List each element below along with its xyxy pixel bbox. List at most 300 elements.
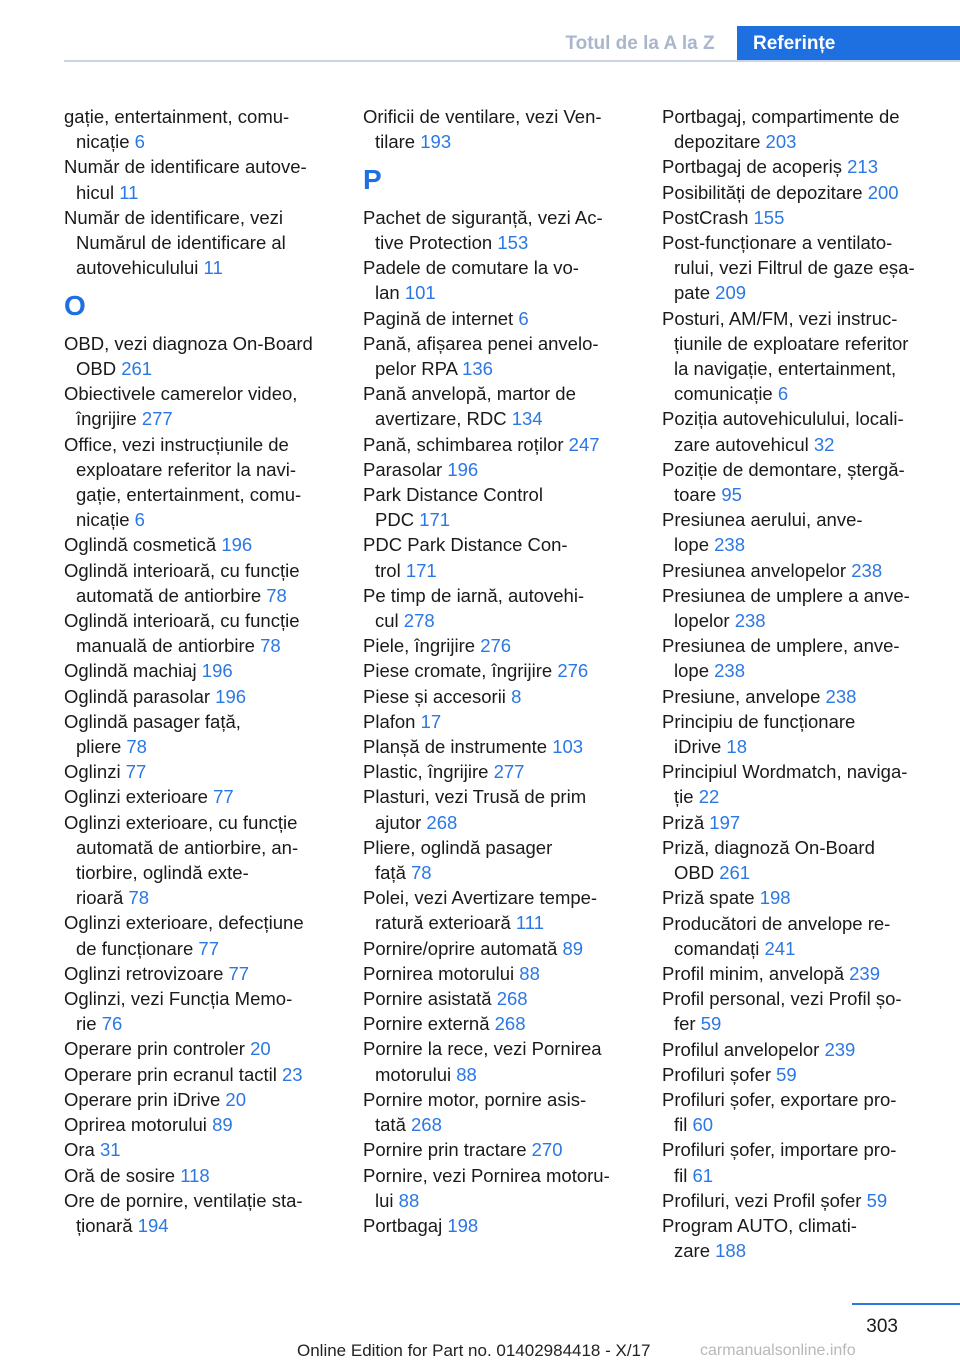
index-entry <box>662 1037 952 1062</box>
index-entry-text: automată de antiorbire <box>76 584 262 606</box>
index-page-link[interactable]: 17 <box>420 710 442 732</box>
index-entry <box>363 961 643 986</box>
index-entry <box>64 961 344 986</box>
index-entry-text: trol <box>375 559 401 581</box>
index-page-link[interactable]: 196 <box>201 660 233 682</box>
index-entry <box>363 658 643 683</box>
index-entry-text: gație, entertainment, comu- <box>76 484 302 506</box>
index-entry <box>64 633 344 658</box>
index-entry <box>64 860 344 885</box>
index-entry-text: Priză <box>662 811 705 833</box>
index-entry <box>662 331 952 356</box>
index-entry-text: îngrijire <box>76 408 137 430</box>
index-entry <box>363 936 643 961</box>
index-letter-heading: O <box>64 290 86 322</box>
index-entry-text: Presiunea aerului, anve- <box>662 509 863 531</box>
index-entry <box>363 885 643 910</box>
index-entry-text: Număr de identificare, vezi <box>64 206 284 228</box>
index-letter-heading: P <box>363 164 382 195</box>
index-entry <box>64 684 344 709</box>
index-entry <box>662 885 952 910</box>
index-entry <box>662 255 952 280</box>
index-entry <box>662 1137 952 1162</box>
index-page-link[interactable]: 196 <box>447 458 479 480</box>
index-page-link[interactable]: 77 <box>198 937 219 959</box>
index-page-link[interactable]: 59 <box>776 1063 797 1085</box>
index-entry-text: Orificii de ventilare, vezi Ven- <box>363 106 602 127</box>
index-entry <box>363 406 643 431</box>
index-page-link[interactable]: 153 <box>497 231 529 253</box>
index-entry-text: Operare prin controler <box>64 1038 245 1060</box>
index-entry <box>662 583 952 608</box>
index-entry-text: Padele de comutare la vo- <box>363 257 579 279</box>
index-page-link[interactable]: 78 <box>266 584 287 606</box>
index-entry-text: exploatare referitor la navi- <box>76 458 297 480</box>
index-entry <box>662 432 952 457</box>
index-page-link[interactable]: 194 <box>137 1214 169 1236</box>
index-entry <box>662 633 952 658</box>
index-page-link[interactable]: 239 <box>849 962 881 984</box>
index-entry-text: Operare prin ecranul tactil <box>64 1063 277 1085</box>
index-page-link[interactable]: 197 <box>709 811 741 833</box>
index-entry <box>64 381 344 406</box>
index-page-link[interactable]: 61 <box>692 1164 714 1186</box>
index-entry-text: Oglindă interioară, cu funcție <box>64 559 300 581</box>
index-entry <box>662 406 952 431</box>
index-page-link[interactable]: 95 <box>721 484 742 506</box>
index-entry <box>363 482 643 507</box>
index-entry <box>64 658 344 683</box>
index-entry-text: Program AUTO, climati- <box>662 1214 857 1236</box>
index-entry <box>363 1062 643 1087</box>
index-entry-text: Număr de identificare autove- <box>64 156 307 178</box>
index-entry-text: Obiectivele camerelor video, <box>64 383 298 405</box>
index-entry <box>64 129 344 154</box>
index-entry <box>662 1112 952 1137</box>
index-page-link[interactable]: 78 <box>411 862 432 884</box>
index-entry <box>64 507 344 532</box>
index-page-link[interactable]: 136 <box>462 358 493 379</box>
index-entry-text: Pornirea motorului <box>363 962 515 984</box>
index-entry <box>64 583 344 608</box>
index-page-link[interactable]: 238 <box>714 534 745 556</box>
index-entry-text: Poziție de demontare, ștergă- <box>662 458 905 480</box>
index-page-link[interactable]: 60 <box>692 1114 714 1136</box>
index-page-link[interactable]: 77 <box>228 962 250 984</box>
index-page-link[interactable]: 6 <box>777 383 789 405</box>
index-entry-text: OBD <box>76 358 117 379</box>
index-entry <box>662 709 952 734</box>
index-page-link[interactable]: 20 <box>250 1038 271 1060</box>
index-page-link[interactable]: 89 <box>212 1114 233 1136</box>
index-entry <box>363 457 643 482</box>
index-entry <box>363 558 643 583</box>
index-entry-text: Profiluri, vezi Profil șofer <box>662 1189 862 1211</box>
index-entry-text: pliere <box>76 736 122 758</box>
index-entry <box>363 583 643 608</box>
index-entry-text: nicație <box>76 131 130 153</box>
index-entry-text: Principiu de funcționare <box>662 710 856 732</box>
index-entry-text: PDC <box>375 509 415 531</box>
index-page-link[interactable]: 11 <box>119 181 139 203</box>
index-entry-text: nicație <box>76 509 130 531</box>
index-entry-text: Oglinzi <box>64 761 121 783</box>
index-page-link[interactable]: 209 <box>715 282 747 304</box>
index-entry <box>662 1011 952 1036</box>
index-page-link[interactable]: 213 <box>847 156 878 178</box>
index-entry <box>64 1188 344 1213</box>
index-page-link[interactable]: 22 <box>698 786 720 808</box>
index-entry-text: Pornire prin tractare <box>363 1139 527 1161</box>
index-page-link[interactable]: 31 <box>99 1139 121 1161</box>
index-entry <box>662 835 952 860</box>
index-entry-text: Oprirea motorului <box>64 1114 207 1136</box>
index-entry-text: Pană, afișarea penei anvelo- <box>363 332 599 354</box>
index-entry <box>662 356 952 381</box>
index-page-link[interactable]: 88 <box>456 1063 477 1085</box>
index-entry-text: Piese și accesorii <box>363 685 506 707</box>
index-entry <box>64 406 344 431</box>
index-entry-text: lui <box>375 1189 394 1211</box>
index-page-link[interactable]: 20 <box>225 1088 246 1110</box>
index-page-link[interactable]: 238 <box>825 685 857 707</box>
index-page-link[interactable]: 88 <box>519 962 540 984</box>
index-entry-text: Profiluri șofer, exportare pro- <box>662 1088 897 1110</box>
index-page-link[interactable]: 59 <box>866 1189 888 1211</box>
index-entry-text: avertizare, RDC <box>375 408 507 430</box>
index-entry-text: Oglinzi exterioare, cu funcție <box>64 811 298 833</box>
index-page-link[interactable]: 268 <box>496 988 528 1010</box>
index-entry-text: Operare prin iDrive <box>64 1088 221 1110</box>
index-entry <box>64 810 344 835</box>
index-entry-text: Ore de pornire, ventilație sta- <box>64 1189 303 1211</box>
index-page-link[interactable]: 155 <box>753 206 785 228</box>
index-entry-text: Oglindă pasager față, <box>64 710 241 732</box>
page-footer <box>0 1340 960 1362</box>
index-entry-text: toare <box>674 484 717 506</box>
index-entry <box>363 1163 643 1188</box>
index-entry-text: Portbagaj, compartimente de <box>662 106 900 127</box>
index-page-link[interactable]: 171 <box>419 509 451 531</box>
index-entry-text: Pornire la rece, vezi Pornirea <box>363 1038 602 1060</box>
index-entry <box>363 507 643 532</box>
index-page-link[interactable]: 78 <box>260 635 281 657</box>
index-entry-text: Office, vezi instrucțiunile de <box>64 433 289 455</box>
index-page-link[interactable]: 32 <box>813 433 835 455</box>
index-page-link[interactable]: 238 <box>851 559 883 581</box>
index-entry <box>64 936 344 961</box>
index-entry-text: Oglinzi exterioare, defecțiune <box>64 912 304 934</box>
index-entry-text: autovehiculului <box>76 257 199 279</box>
index-entry-text: Pană, schimbarea roților <box>363 433 564 455</box>
index-entry <box>363 860 643 885</box>
index-page-link[interactable]: 59 <box>700 1013 722 1035</box>
index-entry <box>64 1137 344 1162</box>
index-page-link[interactable]: 6 <box>134 131 145 153</box>
index-entry-text: Oglinzi exterioare <box>64 786 208 808</box>
index-entry-text: depozitare <box>674 131 761 153</box>
index-entry <box>64 331 344 356</box>
index-page-link[interactable]: 171 <box>405 559 437 581</box>
index-page-link[interactable]: 276 <box>480 635 512 657</box>
index-entry <box>363 633 643 658</box>
index-entry-text: comunicație <box>674 383 773 405</box>
index-entry <box>363 129 643 154</box>
index-entry-text: Pornire/oprire automată <box>363 937 558 959</box>
index-entry-text: rului, vezi Filtrul de gaze eșa- <box>674 257 915 279</box>
index-page-link[interactable]: 18 <box>726 736 747 758</box>
index-entry <box>662 507 952 532</box>
index-entry-text: Posturi, AM/FM, vezi instruc- <box>662 307 898 329</box>
index-entry <box>64 1213 344 1238</box>
index-page-link[interactable]: 203 <box>765 131 797 153</box>
index-page-link[interactable]: 198 <box>759 887 791 909</box>
index-page-link[interactable]: 247 <box>568 433 600 455</box>
index-entry <box>363 381 643 406</box>
index-page-link[interactable]: 261 <box>121 358 153 379</box>
index-page-link[interactable]: 277 <box>493 761 525 783</box>
index-entry-text: Parasolar <box>363 458 443 480</box>
index-page-link[interactable]: 241 <box>764 937 796 959</box>
index-entry <box>662 532 952 557</box>
index-entry-text: Producători de anvelope re- <box>662 912 891 934</box>
index-page-link[interactable]: 196 <box>215 685 247 707</box>
index-entry <box>64 1036 344 1061</box>
index-entry-text: lope <box>674 534 709 556</box>
index-entry <box>662 684 952 709</box>
index-entry <box>363 1137 643 1162</box>
index-entry <box>64 709 344 734</box>
index-entry-text: Oglindă interioară, cu funcție <box>64 610 300 632</box>
index-entry-text: Presiune, anvelope <box>662 685 821 707</box>
index-entry-text: Posibilități de depozitare <box>662 181 863 203</box>
index-entry-text: rie <box>76 1013 97 1035</box>
index-entry <box>363 759 643 784</box>
index-entry <box>64 1087 344 1112</box>
index-entry-text: Pană anvelopă, martor de <box>363 383 576 405</box>
index-entry <box>64 482 344 507</box>
index-entry-text: Park Distance Control <box>363 484 543 506</box>
index-entry-text: Numărul de identificare al <box>76 232 286 254</box>
index-page-link[interactable]: 278 <box>403 610 435 632</box>
index-page-link[interactable]: 6 <box>134 509 145 531</box>
index-entry <box>363 432 643 457</box>
index-entry-text: ajutor <box>375 811 422 833</box>
index-entry <box>662 608 952 633</box>
index-entry-text: Piese cromate, îngrijire <box>363 660 553 682</box>
index-entry-text: comandați <box>674 937 760 959</box>
index-entry-text: față <box>375 862 406 884</box>
index-entry-text: Priză spate <box>662 887 755 909</box>
index-entry-text: Profil personal, vezi Profil șo- <box>662 988 902 1010</box>
index-entry-text: Oglinzi, vezi Funcția Memo- <box>64 988 293 1010</box>
index-entry-text: Portbagaj <box>363 1214 443 1236</box>
index-column-2 <box>363 104 643 1238</box>
index-entry <box>662 860 952 885</box>
index-entry <box>662 1062 952 1087</box>
index-entry <box>363 1011 643 1036</box>
index-page-link[interactable]: 76 <box>101 1013 123 1035</box>
index-page-link[interactable]: 134 <box>511 408 543 430</box>
index-entry <box>662 306 952 331</box>
index-entry <box>363 835 643 860</box>
index-entry <box>363 230 643 255</box>
index-page-link[interactable]: 78 <box>128 887 150 909</box>
index-entry-text: țiunile de exploatare referitor <box>674 332 909 354</box>
index-page-link[interactable]: 8 <box>511 685 522 707</box>
index-page-link[interactable]: 270 <box>531 1139 563 1161</box>
index-entry <box>662 1188 952 1213</box>
index-page-link[interactable]: 200 <box>867 181 899 203</box>
index-entry <box>662 759 952 784</box>
index-entry <box>64 835 344 860</box>
index-entry-text: gație, entertainment, comu- <box>64 106 290 127</box>
index-page-link[interactable]: 238 <box>734 610 766 632</box>
index-page-link[interactable]: 276 <box>557 660 589 682</box>
index-page-link[interactable]: 78 <box>126 736 147 758</box>
index-entry <box>64 1062 344 1087</box>
index-entry-text: Plasturi, vezi Trusă de prim <box>363 786 587 808</box>
index-page-link[interactable]: 103 <box>552 736 584 758</box>
index-entry <box>662 457 952 482</box>
index-entry-text: Portbagaj de acoperiș <box>662 156 842 178</box>
index-entry <box>363 1112 643 1137</box>
index-entry-text: lan <box>375 282 400 304</box>
index-entry-text: Planșă de instrumente <box>363 736 548 758</box>
index-entry <box>662 1163 952 1188</box>
index-entry <box>662 961 952 986</box>
index-entry-text: Oglindă machiaj <box>64 660 197 682</box>
index-column-3 <box>662 104 952 1263</box>
index-page-link[interactable]: 268 <box>411 1114 442 1136</box>
index-entry <box>662 784 952 809</box>
index-entry-text: tilare <box>375 131 416 153</box>
index-page-link[interactable]: 196 <box>221 534 253 556</box>
index-entry <box>64 532 344 557</box>
index-entry <box>662 936 952 961</box>
header-chapter-tab[interactable]: Referințe <box>737 26 960 62</box>
index-entry-text: Plafon <box>363 710 416 732</box>
header-section-tab[interactable]: Totul de la A la Z <box>565 33 715 54</box>
index-entry-text: lopelor <box>674 610 730 632</box>
index-page-link[interactable]: 77 <box>213 786 234 808</box>
index-entry-text: automată de antiorbire, an- <box>76 836 299 858</box>
index-entry-text: Presiunea de umplere a anve- <box>662 584 910 606</box>
index-entry <box>662 280 952 305</box>
index-entry <box>64 1163 344 1188</box>
index-entry-text: Profiluri șofer <box>662 1063 771 1085</box>
index-entry-text: Pachet de siguranță, vezi Ac- <box>363 206 603 228</box>
index-entry-text: Post-funcționare a ventilato- <box>662 232 893 254</box>
index-page-link[interactable]: 268 <box>426 811 458 833</box>
index-entry <box>662 230 952 255</box>
index-entry-text: Polei, vezi Avertizare tempe- <box>363 887 598 909</box>
index-entry-text: PDC Park Distance Con- <box>363 534 568 556</box>
index-entry <box>662 810 952 835</box>
index-page-link[interactable]: 101 <box>404 282 436 304</box>
index-entry <box>64 986 344 1011</box>
index-entry <box>363 734 643 759</box>
index-entry-text: fil <box>674 1114 688 1136</box>
index-entry-text: Oglinzi retrovizoare <box>64 962 224 984</box>
index-page-link[interactable]: 188 <box>715 1240 747 1262</box>
index-entry-text: pelor RPA <box>375 358 457 379</box>
index-entry-text: Profiluri șofer, importare pro- <box>662 1139 897 1161</box>
index-entry-text: Pornire, vezi Pornirea motoru- <box>363 1164 610 1186</box>
index-entry <box>363 1036 643 1061</box>
index-entry-text: Oră de sosire <box>64 1164 176 1186</box>
index-entry <box>662 658 952 683</box>
index-entry <box>662 734 952 759</box>
index-entry <box>363 331 643 356</box>
page-header <box>0 0 960 62</box>
index-entry-text: Pagină de internet <box>363 307 514 329</box>
index-page-link[interactable]: 89 <box>562 937 584 959</box>
index-entry-text: Pliere, oglindă pasager <box>363 836 553 858</box>
index-entry <box>363 255 643 280</box>
index-entry <box>662 205 952 230</box>
index-page-link[interactable]: 118 <box>180 1164 210 1186</box>
index-entry <box>64 180 344 205</box>
index-entry <box>363 1213 643 1238</box>
index-entry <box>64 255 344 280</box>
index-page-link[interactable]: 239 <box>824 1038 856 1060</box>
index-entry <box>64 230 344 255</box>
index-entry-text: Presiunea de umplere, anve- <box>662 635 900 657</box>
index-entry <box>64 457 344 482</box>
index-entry <box>363 684 643 709</box>
index-page-link[interactable]: 261 <box>719 862 751 884</box>
index-entry-text: Oglindă cosmetică <box>64 534 217 556</box>
index-page-link[interactable]: 111 <box>515 912 544 934</box>
index-entry <box>662 154 952 179</box>
index-entry <box>64 154 344 179</box>
index-page-link[interactable]: 23 <box>282 1063 303 1085</box>
index-page-link[interactable]: 193 <box>420 131 452 153</box>
index-entry-text: lope <box>674 660 709 682</box>
index-entry <box>64 759 344 784</box>
index-entry-text: tive Protection <box>375 231 493 253</box>
index-entry <box>64 1112 344 1137</box>
index-entry-text: Piele, îngrijire <box>363 635 476 657</box>
index-entry <box>64 1011 344 1036</box>
index-entry <box>64 784 344 809</box>
index-page-link[interactable]: 77 <box>125 761 147 783</box>
index-page-link[interactable]: 88 <box>398 1189 420 1211</box>
index-page-link[interactable]: 238 <box>714 660 745 682</box>
index-entry-text: Pornire motor, pornire asis- <box>363 1088 587 1110</box>
index-entry <box>363 306 643 331</box>
index-entry-text: fil <box>674 1164 688 1186</box>
index-page-link[interactable]: 6 <box>518 307 529 329</box>
index-entry <box>363 1087 643 1112</box>
index-entry <box>363 104 643 129</box>
index-page-link[interactable]: 277 <box>141 408 173 430</box>
index-entry <box>662 1213 952 1238</box>
index-entry <box>64 558 344 583</box>
index-entry-text: manuală de antiorbire <box>76 635 255 657</box>
index-entry-text: Oglindă parasolar <box>64 685 211 707</box>
index-entry <box>363 910 643 935</box>
index-page-link[interactable]: 268 <box>494 1013 526 1035</box>
index-entry <box>64 608 344 633</box>
index-page-link[interactable]: 198 <box>447 1214 479 1236</box>
index-entry-text: cul <box>375 610 399 632</box>
index-column-1 <box>64 104 344 1238</box>
index-entry <box>662 558 952 583</box>
index-page-link[interactable]: 11 <box>203 257 223 279</box>
index-entry <box>662 381 952 406</box>
